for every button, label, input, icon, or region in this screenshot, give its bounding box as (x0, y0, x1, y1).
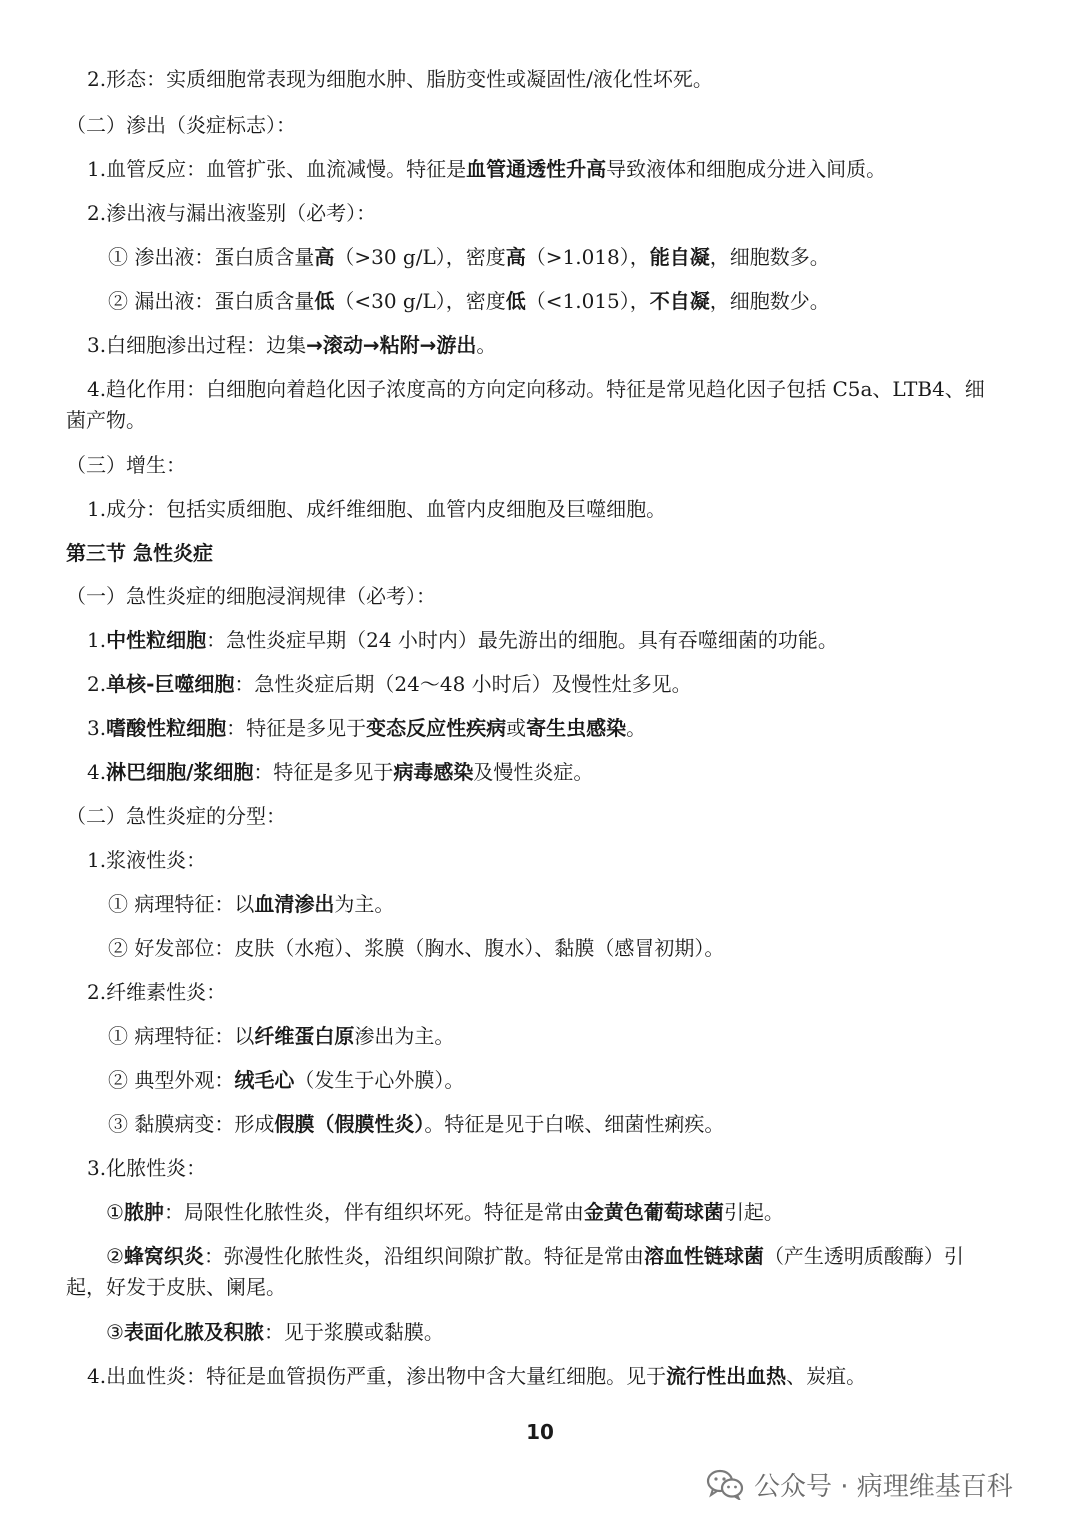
text-segment: ：见于浆膜或黏膜。 (263, 1320, 444, 1344)
text-segment: ① 病理特征：以 (108, 1024, 255, 1048)
text-segment: 1.成分：包括实质细胞、成纤维细胞、血管内皮细胞及巨噬细胞。 (87, 497, 667, 521)
text-line (108, 1021, 1080, 1051)
text-segment: 2.纤维素性炎： (87, 980, 227, 1004)
text-line (108, 1065, 1080, 1095)
text-line (87, 154, 1080, 184)
watermark-text: 公众号 · 病理维基百科 (754, 1471, 1013, 1502)
text-segment: 3.白细胞渗出过程：边集 (87, 333, 307, 357)
text-segment: ② (106, 1244, 124, 1268)
text-line (87, 757, 1080, 787)
text-line (108, 933, 1080, 963)
text-segment: （一）急性炎症的细胞浸润规律（必考）： (66, 584, 436, 608)
text-segment: 4.趋化作用：白细胞向着趋化因子浓度高的方向定向移动。特征是常见趋化因子包括 C5a、LTB4、细菌产物。 (66, 377, 985, 432)
text-line (108, 286, 1080, 316)
text-line (87, 977, 1080, 1007)
text-segment: （<30 g/L），密度 (334, 289, 506, 313)
section-heading (66, 581, 1066, 611)
bold-term: 脓肿 (123, 1200, 164, 1224)
text-segment: ：急性炎症后期（24～48 小时后）及慢性灶多见。 (234, 672, 692, 696)
bold-term: 低 (314, 289, 335, 313)
text-line (106, 1197, 1080, 1227)
text-line (87, 198, 1080, 228)
text-segment: 渗出为主。 (354, 1024, 455, 1048)
text-segment: 2.形态：实质细胞常表现为细胞水肿、脂肪变性或凝固性/液化性坏死。 (87, 67, 713, 91)
text-line (87, 64, 1080, 94)
text-segment: 导致液体和细胞成分进入间质。 (606, 157, 887, 181)
text-line (108, 889, 1080, 919)
bold-term: 高 (314, 245, 335, 269)
text-segment: （>1.018）， (525, 245, 650, 269)
text-line (87, 669, 1080, 699)
text-segment: ：局限性化脓性炎，伴有组织坏死。特征是常由 (163, 1200, 584, 1224)
text-line (87, 625, 1080, 655)
bold-term: 表面化脓及积脓 (123, 1320, 264, 1344)
bold-term: 寄生虫感染 (526, 716, 627, 740)
text-segment: 2. (87, 672, 107, 696)
text-segment: 为主。 (334, 892, 395, 916)
text-segment: ① 渗出液：蛋白质含量 (108, 245, 315, 269)
text-segment: ② 漏出液：蛋白质含量 (108, 289, 315, 313)
bold-term: 变态反应性疾病 (366, 716, 507, 740)
bold-term: 血清渗出 (254, 892, 335, 916)
text-segment: ：急性炎症早期（24 小时内）最先游出的细胞。具有吞噬细菌的功能。 (206, 628, 838, 652)
section-heading (66, 110, 1066, 140)
section-heading (66, 801, 1066, 831)
text-segment: ：特征是多见于 (253, 760, 394, 784)
text-segment: 1.血管反应：血管扩张、血流减慢。特征是 (87, 157, 467, 181)
text-line (108, 1109, 1080, 1139)
text-segment: 3. (87, 716, 107, 740)
text-segment: （发生于心外膜）。 (294, 1068, 465, 1092)
bold-term: 单核-巨噬细胞 (106, 672, 235, 696)
wechat-icon (706, 1468, 744, 1500)
bold-term: 能自凝 (649, 245, 710, 269)
text-line (106, 1317, 1080, 1347)
text-segment: （二）急性炎症的分型： (66, 804, 286, 828)
text-segment: （三）增生： (66, 453, 186, 477)
text-segment: ① (106, 1200, 124, 1224)
text-segment: 。 (626, 716, 647, 740)
bold-term: 流行性出血热 (666, 1364, 787, 1388)
text-segment: ③ (106, 1320, 124, 1344)
text-segment: ：弥漫性化脓性炎，沿组织间隙扩散。特征是常由 (203, 1244, 644, 1268)
bold-term: 绒毛心 (234, 1068, 295, 1092)
bold-term: →滚动→粘附→游出 (306, 333, 477, 357)
text-segment: 。特征是见于白喉、细菌性痢疾。 (424, 1112, 725, 1136)
text-segment: 或 (506, 716, 527, 740)
text-segment: ① 病理特征：以 (108, 892, 255, 916)
text-segment: 及慢性炎症。 (473, 760, 594, 784)
watermark (706, 1464, 1013, 1504)
bold-term: 蜂窝织炎 (123, 1244, 204, 1268)
text-segment: （<1.015）， (525, 289, 650, 313)
text-segment: 。 (476, 333, 497, 357)
bold-term: 溶血性链球菌 (643, 1244, 764, 1268)
text-line (87, 494, 1080, 524)
bold-term: 嗜酸性粒细胞 (106, 716, 227, 740)
text-segment: （二）渗出（炎症标志）： (66, 113, 296, 137)
text-segment: 第三节 急性炎症 (66, 541, 213, 565)
text-segment: ② 典型外观： (108, 1068, 235, 1092)
text-segment: 2.渗出液与漏出液鉴别（必考）： (87, 201, 377, 225)
text-segment: ③ 黏膜病变：形成 (108, 1112, 275, 1136)
text-paragraph (66, 1241, 986, 1303)
text-line (87, 1153, 1080, 1183)
text-line (87, 330, 1080, 360)
text-segment: 、炭疽。 (786, 1364, 867, 1388)
chapter-heading (66, 538, 1066, 568)
page-number: 10 (526, 1420, 554, 1444)
text-segment: ② 好发部位：皮肤（水疱）、浆膜（胸水、腹水）、黏膜（感冒初期）。 (108, 936, 725, 960)
bold-term: 纤维蛋白原 (254, 1024, 355, 1048)
bold-term: 淋巴细胞/浆细胞 (106, 760, 254, 784)
section-heading (66, 450, 1066, 480)
bold-term: 假膜（假膜性炎） (274, 1112, 425, 1136)
text-segment: （>30 g/L），密度 (334, 245, 506, 269)
text-segment: （产生透明质酸酶）引起，好发于皮肤、阑尾。 (66, 1244, 964, 1299)
bold-term: 高 (505, 245, 526, 269)
text-segment: ，细胞数多。 (709, 245, 830, 269)
text-line (87, 713, 1080, 743)
bold-term: 病毒感染 (393, 760, 474, 784)
text-segment: 4.出血性炎：特征是血管损伤严重，渗出物中含大量红细胞。见于 (87, 1364, 667, 1388)
text-segment: 3.化脓性炎： (87, 1156, 207, 1180)
text-line (87, 845, 1080, 875)
bold-term: 不自凝 (649, 289, 710, 313)
text-segment: 引起。 (723, 1200, 784, 1224)
text-paragraph (66, 374, 986, 436)
text-line (108, 242, 1080, 272)
text-segment: ：特征是多见于 (226, 716, 367, 740)
bold-term: 金黄色葡萄球菌 (583, 1200, 724, 1224)
text-line (87, 1361, 1080, 1391)
bold-term: 血管通透性升高 (466, 157, 607, 181)
bold-term: 低 (505, 289, 526, 313)
text-segment: 1.浆液性炎： (87, 848, 207, 872)
text-segment: 1. (87, 628, 107, 652)
text-segment: 4. (87, 760, 107, 784)
text-segment: ，细胞数少。 (709, 289, 830, 313)
bold-term: 中性粒细胞 (106, 628, 207, 652)
